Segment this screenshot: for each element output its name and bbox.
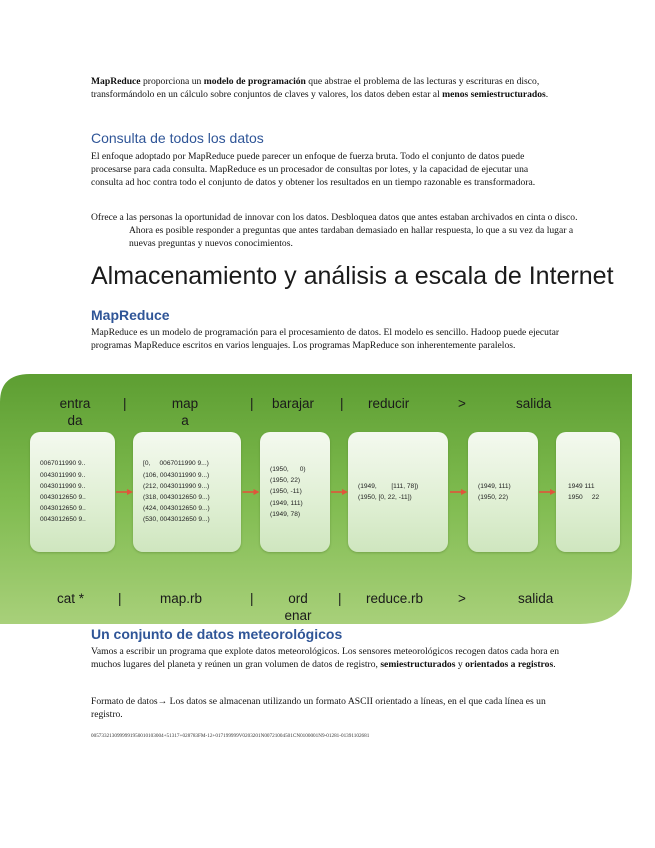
weather-record-sample: 0057332130999991950010103004+51317+028783FM-12+017199999V0203201N00721004501CN0100001N9-01281-01391102681	[91, 733, 370, 739]
box-reduce: (1949, 111) (1950, 22)	[468, 432, 538, 552]
intro-text-2: que abstrae el problema de las lecturas y escrituras en disco, transformándolo en un cálculo sobre conjuntos de claves y valores, los datos deben estar al	[91, 76, 540, 101]
label-entrada: entra da	[59, 396, 91, 428]
box-input: 0067011990 9.. 0043011990 9.. 0043011990 9.. 0043012650 9.. 0043012650 9.. 0043012650 9..	[30, 432, 115, 552]
section1-paragraph-1: El enfoque adoptado por MapReduce puede parecer un enfoque de fuerza bruta. Todo el conjunto de datos puede procesarse para cada consulta. MapReduce es un procesador de consultas por lotes, y la capacidad de ejecutar una consulta ad hoc contra todo el conjunto de datos y obtener los resultados en un tiempo razonable es transformadora.	[91, 151, 536, 189]
label-mapa: map a	[171, 396, 199, 428]
box-output: 1949 111 1950 22	[556, 432, 620, 552]
label-bottom-salida: salida	[518, 591, 554, 606]
label-bottom-gt: >	[458, 591, 466, 606]
label-reducerb: reduce.rb	[366, 591, 424, 606]
main-title: Almacenamiento y análisis a escala de Internet	[91, 262, 614, 290]
section2-paragraph-1: MapReduce es un modelo de programación para el procesamiento de datos. El modelo es sencillo. Hadoop puede ejecutar programas MapReduce escritos en varios lenguajes. Los programas MapReduce son inherentemente paralelos.	[91, 327, 560, 352]
intro-bold-modelo: modelo de programación	[203, 76, 306, 87]
label-ordenar: ord enar	[284, 591, 312, 623]
arrow-icon	[538, 489, 556, 495]
label-bottom-sep-3: |	[338, 591, 342, 606]
section3-paragraph-2: Formato de datos→ Los datos se almacenan utilizando un formato ASCII orientado a líneas, en el que cada línea es un registro.	[91, 696, 546, 721]
label-bottom-sep-2: |	[250, 591, 254, 606]
intro-text-1: proporciona un	[140, 76, 204, 87]
arrow-icon	[449, 489, 467, 495]
label-maprb: map.rb	[160, 591, 203, 606]
box-map: [0, 0067011990 9...) (106, 0043011990 9...) (212, 0043011990 9...) (318, 0043012650 9...) (424, 0043012650 9...) (530, 0043012650 9...)	[133, 432, 241, 552]
arrow-icon	[241, 489, 260, 495]
section1-paragraph-2: Ofrece a las personas la oportunidad de innovar con los datos. Desbloquea datos que antes estaban archivados en cinta o disco. Ahora es posible responder a preguntas que antes tardaban demasiado en hallar respuesta, lo que a su vez da lugar a nuevas preguntas y nuevos conocimientos.	[91, 212, 578, 250]
label-sep-1: |	[123, 396, 127, 411]
arrow-icon	[330, 489, 348, 495]
arrow-icon	[115, 489, 133, 495]
label-sep-2: |	[250, 396, 254, 411]
label-salida: salida	[516, 396, 552, 411]
box-shuffle: (1950, 0) (1950, 22) (1950, -11) (1949, 111) (1949, 78)	[260, 432, 330, 552]
intro-bold-semiestructurados: menos semiestructurados	[442, 89, 546, 101]
label-gt: >	[458, 396, 466, 411]
section-heading-meteorologicos: Un conjunto de datos meteorológicos	[91, 626, 343, 642]
label-sep-3: |	[340, 396, 344, 411]
section3-paragraph-1: Vamos a escribir un programa que explote datos meteorológicos. Los sensores meteorológicos recogen datos cada hora en muchos lugares del planeta y reúnen un gran volumen de datos de registro, semiestructurados y orientados a registros.	[91, 646, 560, 671]
box-sort: (1949, [111, 78]) (1950, [0, 22, -11])	[348, 432, 448, 552]
label-barajar: barajar	[272, 396, 315, 411]
intro-text-3: .	[545, 89, 549, 101]
label-bottom-sep-1: |	[118, 591, 122, 606]
intro-bold-mapreduce: MapReduce	[91, 76, 141, 87]
label-cat: cat *	[57, 591, 85, 606]
section-heading-mapreduce: MapReduce	[91, 307, 170, 323]
intro-paragraph	[91, 75, 561, 101]
section-heading-consulta: Consulta de todos los datos	[91, 130, 264, 146]
mapreduce-flow-diagram	[0, 372, 632, 626]
label-reducir: reducir	[368, 396, 410, 411]
